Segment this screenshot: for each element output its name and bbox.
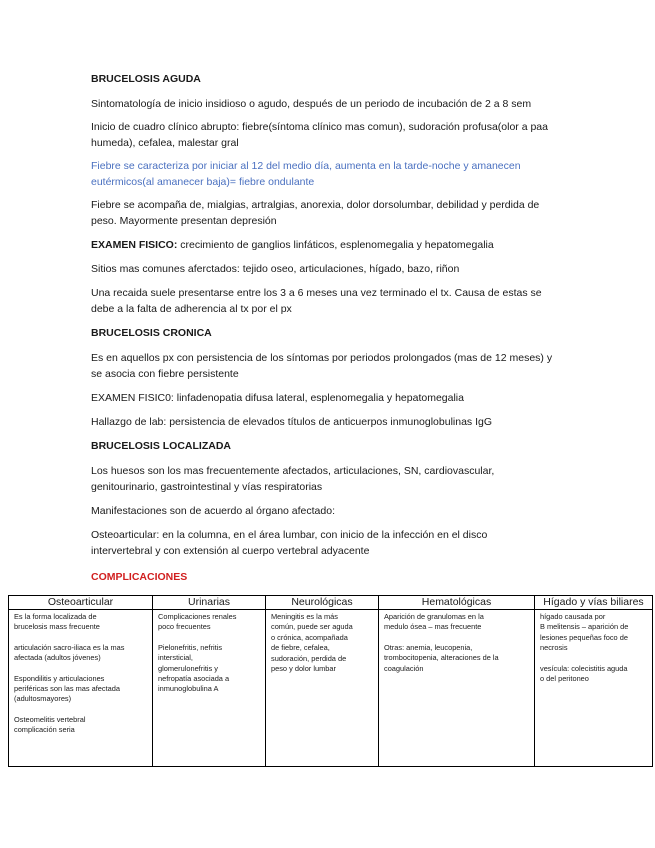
cell-line: inmunoglobulina A bbox=[158, 684, 219, 694]
paragraph bbox=[91, 285, 581, 317]
table-cell-higado bbox=[535, 610, 653, 767]
paragraph bbox=[91, 527, 581, 559]
cell-line: Meningitis es la más bbox=[271, 612, 338, 621]
table-cell-urinarias bbox=[153, 610, 266, 767]
cell-line: de fiebre, cefalea, bbox=[271, 643, 330, 653]
cell-line: nefropatía asociada a bbox=[158, 674, 230, 684]
cell-line: peso y dolor lumbar bbox=[271, 664, 336, 674]
paragraph-line: se asocia con fiebre persistente bbox=[91, 368, 239, 380]
table-header-cell: Neurológicas bbox=[266, 596, 379, 610]
paragraph bbox=[91, 197, 581, 229]
paragraph: Sitios mas comunes aferctados: tejido oseo, articulaciones, hígado, bazo, riñon bbox=[91, 263, 460, 275]
cell-line: medulo ósea – mas frecuente bbox=[384, 622, 482, 632]
paragraph: Manifestaciones son de acuerdo al órgano afectado: bbox=[91, 505, 335, 517]
complications-table bbox=[8, 595, 653, 767]
paragraph-line: genitourinario, gastrointestinal y vías respiratorias bbox=[91, 481, 323, 493]
section-title-localizada: BRUCELOSIS LOCALIZADA bbox=[91, 440, 231, 452]
cell-paragraph bbox=[158, 612, 262, 633]
paragraph-fiebre-ondulante bbox=[91, 158, 581, 190]
cell-line: coagulación bbox=[384, 663, 424, 673]
cell-line: B melitensis – aparición de bbox=[540, 622, 629, 632]
cell-line: brucelosis mass frecuente bbox=[14, 622, 100, 632]
cell-paragraph bbox=[14, 643, 149, 664]
table-cell-neurologicas bbox=[266, 610, 379, 767]
paragraph-line: eutérmicos(al amanecer baja)= fiebre ondulante bbox=[91, 176, 315, 188]
paragraph-line: debe a la falta de adherencia al tx por el px bbox=[91, 303, 292, 315]
cell-line: intersticial, bbox=[158, 653, 193, 663]
cell-line: o crónica, acompañada bbox=[271, 632, 348, 642]
paragraph-text: crecimiento de ganglios linfáticos, esplenomegalia y hepatomegalia bbox=[177, 239, 494, 251]
table-cell-osteoarticular bbox=[9, 610, 153, 767]
section-title-complicaciones: COMPLICACIONES bbox=[91, 571, 188, 583]
table-row bbox=[9, 610, 653, 767]
cell-line: afectada (adultos jóvenes) bbox=[14, 653, 101, 663]
cell-paragraph bbox=[158, 643, 262, 695]
cell-line: (adultosmayores) bbox=[14, 694, 72, 704]
cell-line: vesícula: colecistitis aguda bbox=[540, 663, 628, 673]
table-header-cell: Hematológicas bbox=[379, 596, 535, 610]
cell-line: Complicaciones renales bbox=[158, 612, 237, 621]
cell-line: trombocitopenia, alteraciones de la bbox=[384, 653, 499, 663]
paragraph-line: Una recaida suele presentarse entre los 3 a 6 meses una vez terminado el tx. Causa de estas se bbox=[91, 287, 542, 299]
paragraph: Sintomatología de inicio insidioso o agudo, después de un periodo de incubación de 2 a 8 sem bbox=[91, 98, 532, 110]
cell-line: Osteomelitis vertebral bbox=[14, 714, 86, 724]
table-header-row bbox=[9, 596, 653, 610]
cell-line: complicación seria bbox=[14, 725, 75, 735]
label-bold: EXAMEN FISICO: bbox=[91, 239, 178, 251]
table-cell-hematologicas bbox=[379, 610, 535, 767]
table-header-cell: Hígado y vías biliares bbox=[535, 596, 653, 610]
cell-line: necrosis bbox=[540, 643, 568, 653]
cell-line: articulación sacro-iliaca es la mas bbox=[14, 642, 125, 652]
cell-line: Otras: anemia, leucopenia, bbox=[384, 642, 473, 652]
cell-paragraph bbox=[14, 674, 149, 705]
cell-line: o del peritoneo bbox=[540, 674, 589, 684]
cell-paragraph bbox=[14, 715, 149, 736]
cell-line: Aparición de granulomas en la bbox=[384, 612, 484, 621]
paragraph-line: Fiebre se acompaña de, mialgias, artralgias, anorexia, dolor dorsolumbar, debilidad y perdida de bbox=[91, 199, 540, 211]
cell-line: glomerulonefritis y bbox=[158, 663, 218, 673]
cell-paragraph bbox=[384, 643, 531, 674]
table-header-cell: Osteoarticular bbox=[9, 596, 153, 610]
paragraph-line: Osteoarticular: en la columna, en el área lumbar, con inicio de la infección en el disco bbox=[91, 529, 488, 541]
cell-line: Es la forma localizada de bbox=[14, 612, 97, 621]
cell-line: Pielonefritis, nefritis bbox=[158, 642, 223, 652]
paragraph-line: intervertebral y con extensión al cuerpo vertebral adyacente bbox=[91, 545, 370, 557]
section-title-cronica: BRUCELOSIS CRONICA bbox=[91, 327, 212, 339]
paragraph: EXAMEN FISIC0: linfadenopatia difusa lateral, esplenomegalia y hepatomegalia bbox=[91, 392, 464, 404]
paragraph bbox=[91, 119, 581, 151]
section-title-aguda: BRUCELOSIS AGUDA bbox=[91, 73, 201, 85]
cell-paragraph bbox=[540, 664, 649, 685]
cell-paragraph bbox=[540, 612, 649, 654]
paragraph bbox=[91, 463, 581, 495]
cell-paragraph bbox=[384, 612, 531, 633]
paragraph-examen-fisico bbox=[91, 237, 581, 253]
paragraph-line: humeda), cefalea, malestar gral bbox=[91, 137, 239, 149]
paragraph-line: peso. Mayormente presentan depresión bbox=[91, 215, 277, 227]
cell-paragraph bbox=[14, 612, 149, 633]
document-body bbox=[91, 72, 581, 584]
paragraph-line: Fiebre se caracteriza por iniciar al 12 del medio día, aumenta en la tarde-noche y amanecen bbox=[91, 160, 521, 172]
paragraph bbox=[91, 350, 581, 382]
cell-line: sudoración, perdida de bbox=[271, 653, 347, 663]
cell-line: común, puede ser aguda bbox=[271, 622, 353, 632]
cell-line: periféricas son las mas afectada bbox=[14, 684, 120, 694]
cell-paragraph bbox=[271, 612, 375, 674]
cell-line: hígado causada por bbox=[540, 612, 606, 621]
paragraph: Hallazgo de lab: persistencia de elevados títulos de anticuerpos inmunoglobulinas IgG bbox=[91, 416, 492, 428]
paragraph-line: Los huesos son los mas frecuentemente afectados, articulaciones, SN, cardiovascular, bbox=[91, 465, 495, 477]
cell-line: Espondilitis y articulaciones bbox=[14, 673, 105, 683]
paragraph-line: Inicio de cuadro clínico abrupto: fiebre(síntoma clínico mas comun), sudoración profusa(olor a paa bbox=[91, 121, 548, 133]
cell-line: poco frecuentes bbox=[158, 622, 211, 632]
cell-line: lesiones pequeñas foco de bbox=[540, 632, 628, 642]
paragraph-line: Es en aquellos px con persistencia de los síntomas por periodos prolongados (mas de 12 meses) y bbox=[91, 352, 553, 364]
table-header-cell: Urinarias bbox=[153, 596, 266, 610]
